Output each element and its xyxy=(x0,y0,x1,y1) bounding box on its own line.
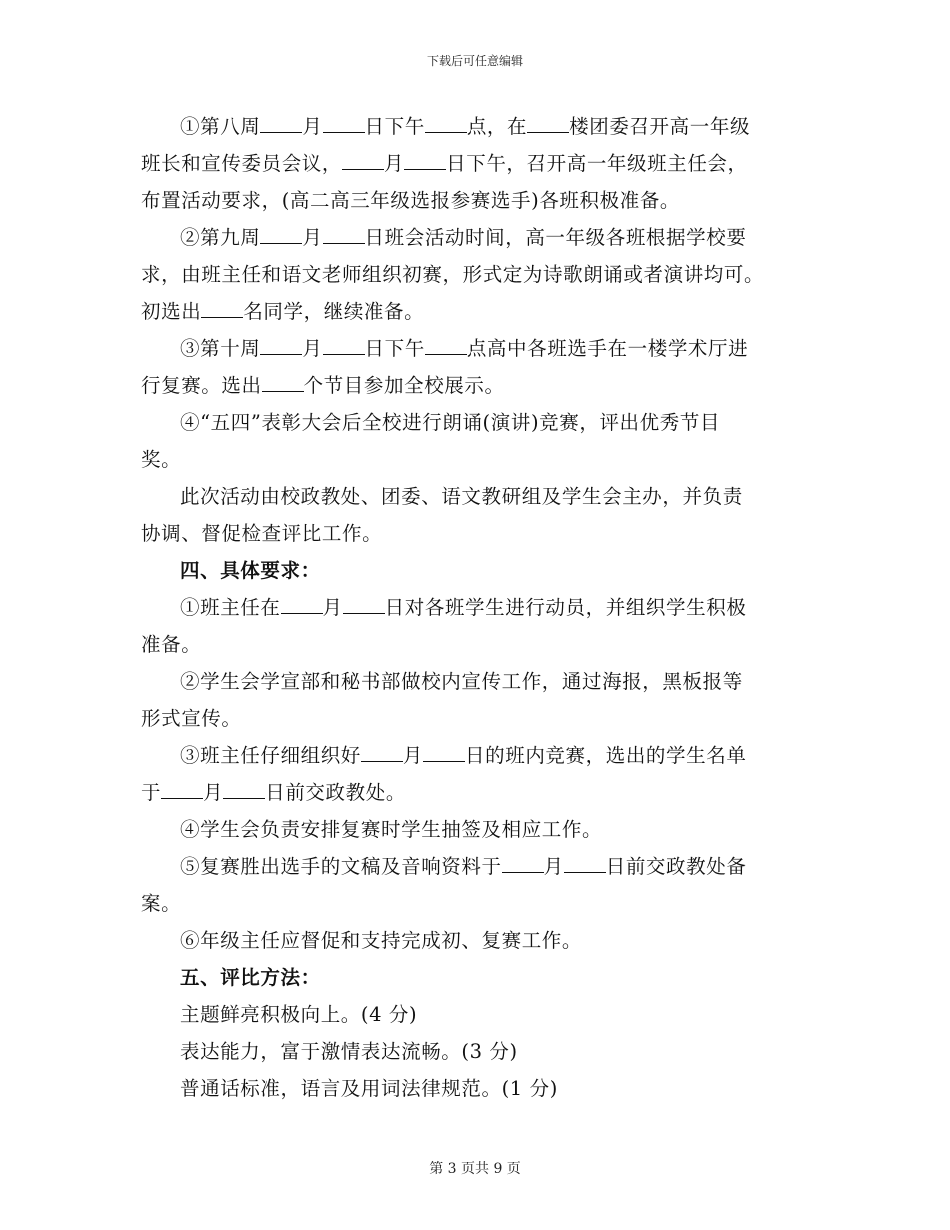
requirement-3-line2 xyxy=(141,774,809,811)
blank-line xyxy=(361,739,403,762)
text-segment: 楼团委召开高一年级 xyxy=(569,115,751,138)
text-segment: 个节目参加全校展示。 xyxy=(303,374,505,397)
text-segment: 初选出 xyxy=(141,300,202,323)
paragraph-week10-line2 xyxy=(141,367,809,404)
text-segment: 月 xyxy=(203,781,224,804)
paragraph-may4-line2: 奖。 xyxy=(141,448,182,471)
requirement-6: ⑥年级主任应督促和支持完成初、复赛工作。 xyxy=(180,929,583,952)
criterion-theme: 主题鲜亮积极向上。(4 分) xyxy=(180,1003,418,1026)
paragraph-week8-line2 xyxy=(141,145,809,182)
page-number: 第 3 页共 9 页 xyxy=(429,1161,521,1177)
paragraph-organizers: 此次活动由校政教处、团委、语文教研组及学生会主办，并负责 xyxy=(180,485,743,508)
blank-line xyxy=(564,850,606,873)
requirement-5-line2: 案。 xyxy=(141,892,182,915)
requirement-4: ④学生会负责安排复赛时学生抽签及相应工作。 xyxy=(180,818,603,841)
text-segment: 日班会活动时间，高一年级各班根据学校要 xyxy=(364,226,747,249)
paragraph-week8-line3: 布置活动要求，(高二高三年级选报参赛选手)各班积极准备。 xyxy=(141,189,681,212)
paragraph-week8 xyxy=(141,108,809,145)
blank-line xyxy=(425,332,467,355)
paragraph-week9-line3 xyxy=(141,293,809,330)
text-segment: 月 xyxy=(302,226,323,249)
blank-line xyxy=(502,850,544,873)
blank-line xyxy=(342,147,384,170)
blank-line xyxy=(323,110,365,133)
section-heading-evaluation: 五、评比方法： xyxy=(180,966,321,989)
text-segment: 月 xyxy=(402,744,424,767)
criterion-mandarin: 普通话标准，语言及用词法律规范。(1 分) xyxy=(180,1077,558,1100)
requirement-2-line2: 形式宣传。 xyxy=(141,707,242,730)
criterion-expression: 表达能力，富于激情表达流畅。(3 分) xyxy=(180,1040,518,1063)
requirement-5 xyxy=(141,848,809,885)
blank-line xyxy=(260,332,302,355)
text-segment: 点，在 xyxy=(466,115,528,138)
blank-line xyxy=(404,147,446,170)
section-heading-requirements: 四、具体要求： xyxy=(180,559,321,582)
text-segment: 行复赛。选出 xyxy=(141,374,262,397)
text-segment: 于 xyxy=(141,781,162,804)
text-segment: 班长和宣传委员会议， xyxy=(141,152,343,175)
blank-line xyxy=(223,776,265,799)
paragraph-week9-line2: 求，由班主任和语文老师组织初赛，形式定为诗歌朗诵或者演讲均可。 xyxy=(141,263,765,286)
text-segment: 名同学，继续准备。 xyxy=(243,300,425,323)
blank-line xyxy=(201,295,243,318)
paragraph-may4: ④“五四”表彰大会后全校进行朗诵(演讲)竞赛，评出优秀节目 xyxy=(180,411,721,434)
blank-line xyxy=(323,332,365,355)
text-segment: 日下午 xyxy=(364,115,425,138)
text-segment: 月 xyxy=(384,152,405,175)
text-segment: 月 xyxy=(543,855,564,878)
requirement-2: ②学生会学宣部和秘书部做校内宣传工作，通过海报，黑板报等 xyxy=(180,670,743,693)
blank-line xyxy=(425,110,467,133)
blank-line xyxy=(343,591,385,614)
text-segment: 月 xyxy=(322,596,343,619)
text-segment: ①第八周 xyxy=(180,115,261,138)
requirement-1-line2: 准备。 xyxy=(141,633,202,656)
paragraph-week9 xyxy=(141,219,809,256)
text-segment: 日下午，召开高一年级班主任会， xyxy=(446,152,748,175)
blank-line xyxy=(281,591,323,614)
blank-line xyxy=(423,739,465,762)
text-segment: ③班主任仔细组织好 xyxy=(180,744,361,767)
text-segment: ②第九周 xyxy=(180,226,261,249)
text-segment: 月 xyxy=(302,115,323,138)
blank-line xyxy=(527,110,569,133)
blank-line xyxy=(260,110,302,133)
text-segment: 点高中各班选手在一楼学术厅进 xyxy=(466,337,749,360)
document-body xyxy=(141,108,809,1107)
paragraph-organizers-line2: 协调、督促检查评比工作。 xyxy=(141,522,383,545)
paragraph-week10 xyxy=(141,330,809,367)
text-segment: ③第十周 xyxy=(180,337,261,360)
blank-line xyxy=(323,221,365,244)
blank-line xyxy=(260,221,302,244)
text-segment: 日的班内竞赛，选出的学生名单 xyxy=(465,744,747,767)
requirement-3 xyxy=(141,737,809,774)
text-segment: 日前交政教处备 xyxy=(605,855,747,878)
text-segment: 月 xyxy=(302,337,323,360)
text-segment: 日前交政教处。 xyxy=(265,781,406,804)
page-header: 下载后可任意编辑 xyxy=(426,54,523,68)
requirement-1 xyxy=(141,589,809,626)
text-segment: ⑤复赛胜出选手的文稿及音响资料于 xyxy=(180,855,502,878)
text-segment: 日下午 xyxy=(364,337,425,360)
blank-line xyxy=(262,369,304,392)
text-segment: 日对各班学生进行动员，并组织学生积极 xyxy=(384,596,747,619)
blank-line xyxy=(161,776,203,799)
text-segment: ①班主任在 xyxy=(180,596,281,619)
